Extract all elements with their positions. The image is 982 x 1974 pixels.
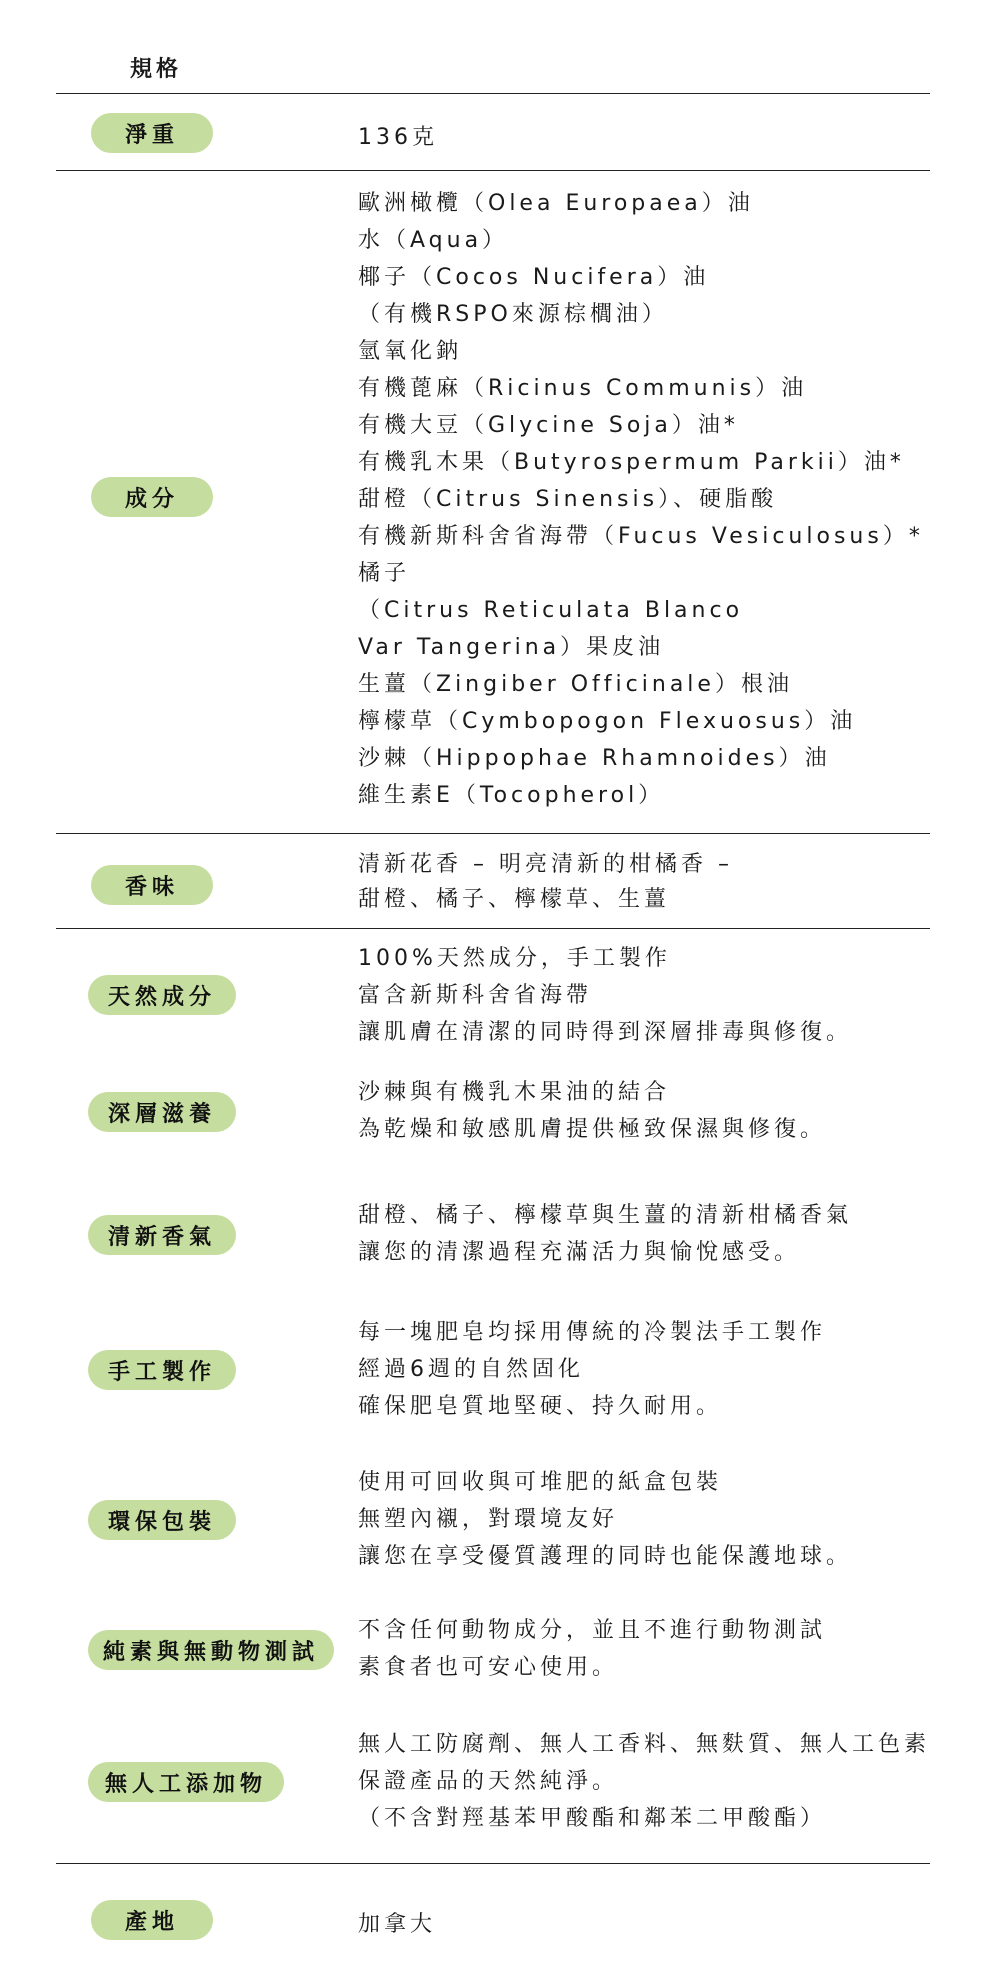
scent-text [358, 847, 733, 917]
feature-line: 無塑內襯，對環境友好 [358, 1507, 619, 1532]
feature-line: 讓您的清潔過程充滿活力與愉悅感受。 [358, 1240, 801, 1265]
ingredient-line: 橘子 [358, 561, 411, 586]
divider [56, 928, 930, 929]
feature-line: 富含新斯科舍省海帶 [358, 983, 593, 1008]
feature-label-fragrance: 清新香氣 [88, 1215, 236, 1255]
divider [56, 93, 930, 94]
origin-value: 加拿大 [358, 1912, 437, 1937]
ingredient-line: 椰子（Cocos Nucifera）油 [358, 265, 710, 290]
feature-text [358, 1074, 826, 1148]
ingredients-list [358, 185, 924, 814]
ingredient-line: 檸檬草（Cymbopogon Flexuosus）油 [358, 709, 857, 734]
feature-line: 每一塊肥皂均採用傳統的冷製法手工製作 [358, 1320, 827, 1345]
net-weight-value: 136克 [358, 125, 438, 150]
ingredient-line: 生薑（Zingiber Officinale）根油 [358, 672, 793, 697]
feature-line: 100%天然成分，手工製作 [358, 946, 671, 971]
ingredient-line: 有機蓖麻（Ricinus Communis）油 [358, 376, 808, 401]
ingredient-line: 氫氧化鈉 [358, 339, 463, 364]
scent-label: 香味 [91, 865, 213, 905]
feature-label-handmade: 手工製作 [88, 1350, 236, 1390]
divider [56, 170, 930, 171]
feature-line: 讓肌膚在清潔的同時得到深層排毒與修復。 [358, 1020, 853, 1045]
feature-line: 使用可回收與可堆肥的紙盒包裝 [358, 1470, 723, 1495]
feature-line: 素食者也可安心使用。 [358, 1655, 619, 1680]
ingredient-line: （有機RSPO來源棕櫚油） [358, 302, 668, 327]
net-weight-label: 淨重 [91, 113, 213, 153]
scent-line: 清新花香 – 明亮清新的柑橘香 – [358, 852, 733, 877]
feature-line: 不含任何動物成分，並且不進行動物測試 [358, 1618, 827, 1643]
spec-title: 規格 [130, 57, 183, 82]
feature-line: （不含對羥基苯甲酸酯和鄰苯二甲酸酯） [358, 1806, 827, 1831]
ingredient-line: 有機大豆（Glycine Soja）油* [358, 413, 739, 438]
feature-line: 為乾燥和敏感肌膚提供極致保濕與修復。 [358, 1117, 827, 1142]
feature-line: 甜橙、橘子、檸檬草與生薑的清新柑橘香氣 [358, 1203, 853, 1228]
ingredient-line: 有機新斯科舍省海帶（Fucus Vesiculosus）* [358, 524, 924, 549]
feature-text [358, 1726, 930, 1837]
feature-line: 讓您在享受優質護理的同時也能保護地球。 [358, 1544, 853, 1569]
ingredient-line: 歐洲橄欖（Olea Europaea）油 [358, 191, 754, 216]
feature-label-eco-packaging: 環保包裝 [88, 1500, 236, 1540]
scent-line: 甜橙、橘子、檸檬草、生薑 [358, 887, 671, 912]
feature-text [358, 1464, 852, 1575]
feature-line: 經過6週的自然固化 [358, 1357, 584, 1382]
feature-line: 沙棘與有機乳木果油的結合 [358, 1080, 671, 1105]
divider [56, 1863, 930, 1864]
ingredients-label: 成分 [91, 477, 213, 517]
ingredient-line: 甜橙（Citrus Sinensis）、硬脂酸 [358, 487, 778, 512]
feature-line: 保證產品的天然純淨。 [358, 1769, 619, 1794]
ingredient-line: 水（Aqua） [358, 228, 509, 253]
ingredient-line: （Citrus Reticulata Blanco [358, 598, 744, 623]
feature-label-nourish: 深層滋養 [88, 1092, 236, 1132]
feature-line: 確保肥皂質地堅硬、持久耐用。 [358, 1394, 723, 1419]
feature-text [358, 940, 852, 1051]
ingredient-line: Var Tangerina）果皮油 [358, 635, 665, 660]
ingredient-line: 有機乳木果（Butyrospermum Parkii）油* [358, 450, 905, 475]
feature-label-natural: 天然成分 [88, 975, 236, 1015]
ingredient-line: 沙棘（Hippophae Rhamnoides）油 [358, 746, 831, 771]
feature-label-vegan: 純素與無動物測試 [88, 1630, 334, 1670]
origin-label: 產地 [91, 1900, 213, 1940]
feature-label-no-additives: 無人工添加物 [88, 1762, 284, 1802]
ingredient-line: 維生素E（Tocopherol） [358, 783, 665, 808]
feature-text [358, 1612, 826, 1686]
feature-text [358, 1314, 826, 1425]
feature-line: 無人工防腐劑、無人工香料、無麩質、無人工色素 [358, 1732, 931, 1757]
divider [56, 833, 930, 834]
feature-text [358, 1197, 852, 1271]
